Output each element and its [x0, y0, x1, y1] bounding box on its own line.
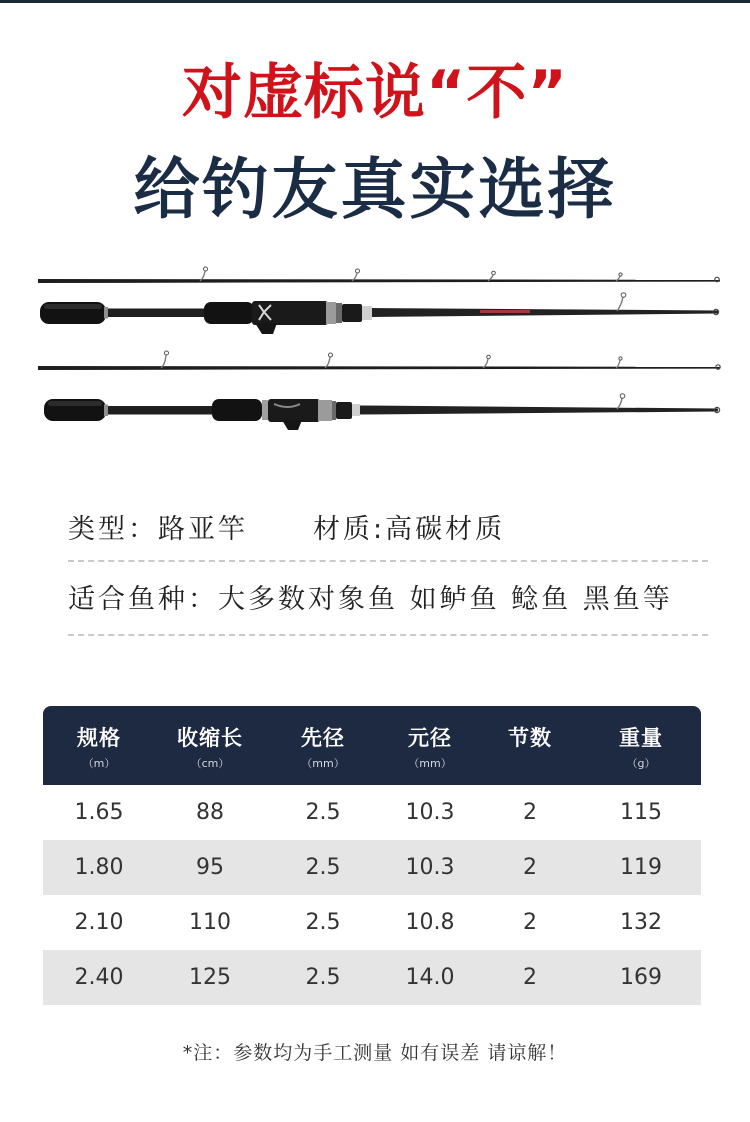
divider-dashed [68, 634, 708, 636]
table-cell: 2.5 [305, 910, 341, 935]
reel-seat-trigger [255, 323, 277, 334]
table-cell: 2 [523, 800, 537, 825]
winding-check [352, 404, 360, 416]
col-header-spec [43, 706, 155, 785]
rod-blank [372, 308, 718, 317]
rod-guide [161, 355, 166, 368]
rear-grip-highlight [44, 304, 102, 309]
rod-tip-section-1 [38, 267, 720, 283]
table-cell: 2 [523, 910, 537, 935]
reel-seat-nut-shadow [332, 401, 336, 420]
rod-guide-ring [620, 394, 625, 399]
rod-handle-section-1 [40, 293, 719, 334]
table-cell: 2.40 [74, 965, 124, 990]
reel-seat-hood [336, 402, 352, 419]
rod-guide-ring [356, 269, 360, 273]
rod-label [480, 310, 530, 313]
rod-blank [360, 406, 718, 415]
rod-guide-ring [619, 357, 622, 360]
col-header-label: 元径 [408, 726, 452, 750]
butt-blank [104, 309, 206, 318]
spec-table [43, 706, 701, 1005]
table-cell: 132 [620, 910, 662, 935]
rod-guide [617, 398, 622, 409]
spec-target-species: 适合鱼种：大多数对象鱼 如鲈鱼 鲶鱼 黑鱼等 [68, 584, 673, 615]
col-header-label: 先径 [301, 726, 345, 750]
table-row [43, 840, 701, 895]
fore-grip [212, 399, 262, 421]
trim-ring [104, 405, 108, 417]
col-header-label: 规格 [77, 726, 121, 750]
rear-grip-highlight [48, 401, 102, 406]
table-cell: 2.5 [305, 800, 341, 825]
table-cell: 115 [620, 800, 662, 825]
table-cell: 14.0 [405, 965, 455, 990]
rod-handle-section-2 [44, 394, 720, 430]
winding-check [362, 306, 372, 320]
rod-guide-ring [204, 267, 208, 271]
table-row [43, 785, 701, 840]
table-cell: 10.3 [405, 800, 455, 825]
reel-seat-nut-shadow [336, 303, 342, 323]
reel-seat-nut [326, 302, 336, 324]
reel-seat-trigger [282, 420, 302, 430]
rod-guide-ring [621, 293, 626, 298]
col-header-butt-diameter [381, 706, 479, 785]
col-header-sections [479, 706, 581, 785]
table-cell: 88 [196, 800, 224, 825]
fishing-rod-set-icon [0, 255, 750, 440]
table-cell: 169 [620, 965, 662, 990]
table-cell: 1.65 [74, 800, 124, 825]
butt-blank [104, 406, 214, 415]
fore-grip [204, 302, 254, 324]
reel-seat-nut [318, 400, 332, 421]
trim-ring [104, 307, 108, 319]
col-header-label: 收缩长 [177, 726, 243, 750]
rod-tip-section-2 [38, 351, 720, 370]
divider-dashed [68, 560, 708, 562]
reel-seat [268, 399, 320, 422]
spec-material: 材质:高碳材质 [313, 514, 506, 545]
rod-guide-ring [329, 353, 333, 357]
footnote-disclaimer: *注：参数均为手工测量 如有误差 请谅解！ [182, 1042, 568, 1064]
table-row [43, 950, 701, 1005]
headline-primary: 对虚标说“不” [182, 58, 568, 128]
col-header-retracted-length [155, 706, 265, 785]
trim-ring [262, 400, 268, 420]
table-cell: 1.80 [74, 855, 124, 880]
col-header-unit: （cm） [190, 757, 230, 770]
col-header-label: 节数 [508, 726, 552, 750]
top-border-bar [0, 0, 750, 3]
table-cell: 95 [196, 855, 224, 880]
spec-rod-type: 类型：路亚竿 [68, 514, 248, 545]
table-cell: 2.5 [305, 965, 341, 990]
col-header-unit: （g） [626, 757, 656, 770]
table-cell: 2 [523, 965, 537, 990]
rod-guide-ring [492, 271, 496, 275]
col-header-unit: （mm） [301, 757, 345, 770]
table-cell: 125 [189, 965, 231, 990]
col-header-tip-diameter [265, 706, 381, 785]
rod-guide-ring [165, 351, 169, 355]
col-header-weight [581, 706, 701, 785]
table-cell: 10.3 [405, 855, 455, 880]
col-header-unit: （m） [82, 757, 116, 770]
col-header-unit: （mm） [408, 757, 452, 770]
table-header [43, 706, 701, 785]
rod-guide-ring [619, 273, 622, 276]
table-cell: 2.5 [305, 855, 341, 880]
table-cell: 10.8 [405, 910, 455, 935]
rod-guide [617, 297, 623, 311]
table-row [43, 895, 701, 950]
reel-seat-hood [342, 304, 362, 322]
table-cell: 2 [523, 855, 537, 880]
headline-secondary: 给钓友真实选择 [133, 151, 617, 228]
table-cell: 119 [620, 855, 662, 880]
table-cell: 110 [189, 910, 231, 935]
rod-guide-ring [487, 355, 491, 359]
col-header-label: 重量 [619, 726, 663, 750]
table-cell: 2.10 [74, 910, 124, 935]
